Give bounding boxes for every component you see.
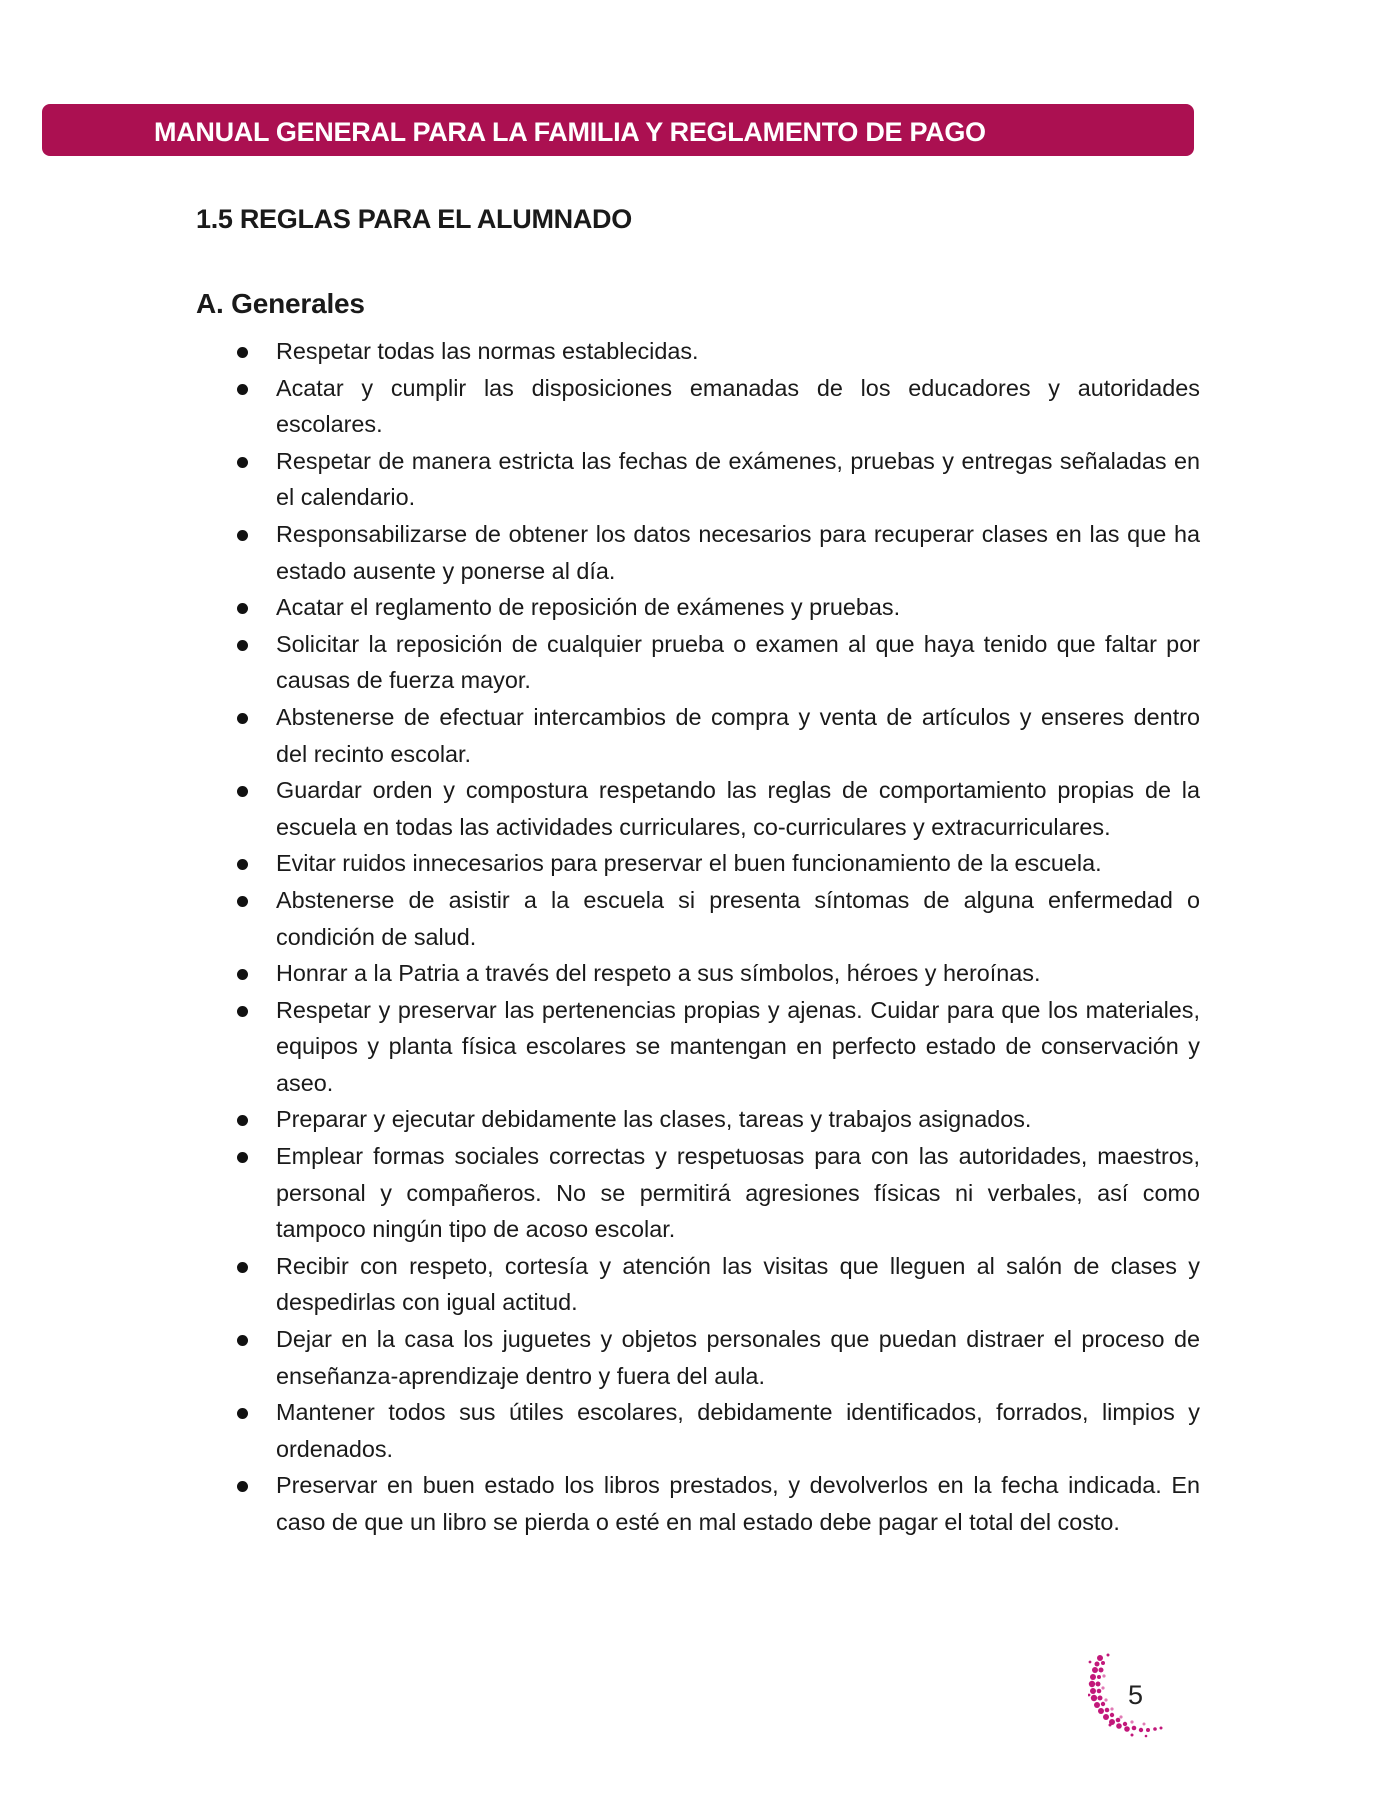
list-item xyxy=(276,1248,1200,1321)
list-item xyxy=(276,626,1200,699)
rule-text: Emplear formas sociales correctas y respetuosas para con las autoridades, maestros, personal y compañeros. No se permitirá agresiones físicas ni verbales, así como tampoco ningún tipo de acoso escolar. xyxy=(276,1143,1200,1243)
bullet-icon xyxy=(237,969,248,980)
rule-text: Responsabilizarse de obtener los datos necesarios para recuperar clases en las que ha estado ausente y ponerse al día. xyxy=(276,520,1200,584)
list-item xyxy=(276,516,1200,589)
list-item xyxy=(276,882,1200,955)
rule-text: Respetar todas las normas establecidas. xyxy=(276,338,699,364)
list-item xyxy=(276,772,1200,845)
rule-text: Honrar a la Patria a través del respeto a sus símbolos, héroes y heroínas. xyxy=(276,960,1041,987)
rule-text: Respetar y preservar las pertenencias propias y ajenas. Cuidar para que los materiales, equipos y planta física escolares se mantengan en perfecto estado de conservación y aseo. xyxy=(276,996,1200,1096)
rule-text: Abstenerse de asistir a la escuela si presenta síntomas de alguna enfermedad o condición de salud. xyxy=(276,886,1200,950)
bullet-icon xyxy=(237,786,248,797)
list-item xyxy=(276,845,1200,882)
bullet-icon xyxy=(237,1115,248,1126)
list-item xyxy=(276,1138,1200,1248)
rule-text: Preservar en buen estado los libros prestados, y devolverlos en la fecha indicada. En caso de que un libro se pierda o esté en mal estado debe pagar el total del costo. xyxy=(276,1472,1200,1535)
bullet-icon xyxy=(237,1481,248,1492)
bullet-icon xyxy=(237,713,248,724)
rule-text: Dejar en la casa los juguetes y objetos personales que puedan distraer el proceso de enseñanza-aprendizaje dentro y fuera del aula. xyxy=(276,1326,1200,1389)
rule-text: Evitar ruidos innecesarios para preservar el buen funcionamiento de la escuela. xyxy=(276,850,1102,877)
rule-text: Mantener todos sus útiles escolares, debidamente identificados, forrados, limpios y ordenados. xyxy=(276,1399,1200,1462)
bullet-icon xyxy=(237,530,248,541)
list-item xyxy=(276,1394,1200,1467)
list-item xyxy=(276,370,1200,443)
list-item xyxy=(276,589,1200,626)
bullet-icon xyxy=(237,1262,248,1273)
page-number: 5 xyxy=(1128,1680,1144,1710)
rules-list xyxy=(276,333,1200,1541)
header-banner xyxy=(42,104,1194,156)
list-item xyxy=(276,333,1200,370)
bullet-icon xyxy=(237,1335,248,1346)
rule-text: Acatar el reglamento de reposición de exámenes y pruebas. xyxy=(276,594,901,621)
bullet-icon xyxy=(237,1006,248,1017)
bullet-icon xyxy=(237,603,248,614)
rule-text: Abstenerse de efectuar intercambios de compra y venta de artículos y enseres dentro del recinto escolar. xyxy=(276,703,1200,767)
bullet-icon xyxy=(237,384,248,395)
list-item xyxy=(276,992,1200,1102)
list-item xyxy=(276,1467,1200,1540)
rule-text: Acatar y cumplir las disposiciones emanadas de los educadores y autoridades escolares. xyxy=(276,374,1200,438)
bullet-icon xyxy=(237,347,248,358)
bullet-icon xyxy=(237,1152,248,1163)
header-title: MANUAL GENERAL PARA LA FAMILIA Y REGLAMENTO DE PAGO xyxy=(154,116,986,147)
section-title: 1.5 REGLAS PARA EL ALUMNADO xyxy=(196,204,632,234)
subsection-title: A. Generales xyxy=(196,288,365,319)
bullet-icon xyxy=(237,859,248,870)
list-item xyxy=(276,955,1200,992)
bullet-icon xyxy=(237,640,248,651)
bullet-icon xyxy=(237,1408,248,1419)
rule-text: Recibir con respeto, cortesía y atención las visitas que lleguen al salón de clases y despedirlas con igual actitud. xyxy=(276,1252,1200,1316)
rule-text: Solicitar la reposición de cualquier prueba o examen al que haya tenido que faltar por causas de fuerza mayor. xyxy=(276,630,1200,694)
rule-text: Guardar orden y compostura respetando las reglas de comportamiento propias de la escuela en todas las actividades curriculares, co-curriculares y extracurriculares. xyxy=(276,777,1200,840)
list-item xyxy=(276,443,1200,516)
bullet-icon xyxy=(237,457,248,468)
list-item xyxy=(276,1101,1200,1138)
bullet-icon xyxy=(237,896,248,907)
rule-text: Preparar y ejecutar debidamente las clases, tareas y trabajos asignados. xyxy=(276,1106,1032,1133)
rule-text: Respetar de manera estricta las fechas de exámenes, pruebas y entregas señaladas en el calendario. xyxy=(276,447,1200,511)
list-item xyxy=(276,699,1200,772)
list-item xyxy=(276,1321,1200,1394)
